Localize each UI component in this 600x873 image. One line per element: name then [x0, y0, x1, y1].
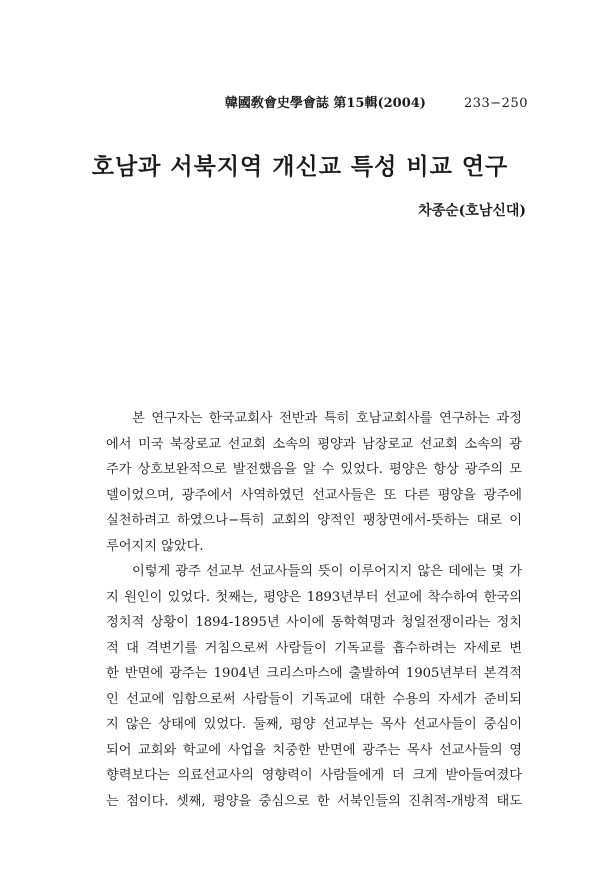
body-line: 한 반면에 광주는 1904년 크리스마스에 출발하여 1905년부터 본격적: [106, 666, 522, 681]
body-line: 이렇게 광주 선교부 선교사들의 뜻이 이루어지지 않은 데에는 몇 가: [132, 564, 522, 579]
body-line: 루어지지 않았다.: [106, 538, 204, 554]
author-byline: 차종순(호남신대): [418, 203, 526, 219]
body-line: 향력보다는 의료선교사의 영향력이 사람들에게 더 크게 받아들여졌다: [106, 768, 522, 783]
body-line: 적 대 격변기를 거침으로써 사람들이 기독교를 흡수하려는 자세로 변: [106, 640, 522, 656]
article-title: 호남과 서북지역 개신교 특성 비교 연구: [91, 153, 509, 180]
body-line: 지 원인이 있었다. 첫째는, 평양은 1893년부터 선교에 착수하여 한국의: [106, 589, 522, 605]
body-line: 인 선교에 임함으로써 사람들이 기독교에 대한 수용의 자세가 준비되: [106, 691, 522, 707]
body-line: 본 연구자는 한국교회사 전반과 특히 호남교회사를 연구하는 과정: [132, 411, 522, 426]
journal-citation: 韓國敎會史學會誌 第15輯(2004): [224, 96, 426, 111]
body-line: 되어 교회와 학교에 사업을 치중한 반면에 광주는 목사 선교사들의 영: [106, 742, 522, 758]
body-line: 주가 상호보완적으로 발전했음을 알 수 있었다. 평양은 항상 광주의 모: [106, 462, 522, 477]
body-line: 델이었으며, 광주에서 사역하였던 선교사들은 또 다른 평양을 광주에: [106, 487, 522, 503]
body-line: 실천하려고 하였으나−특히 교회의 양적인 팽창면에서-뜻하는 대로 이: [106, 513, 522, 528]
body-line: 지 않은 상태에 있었다. 둘째, 평양 선교부는 목사 선교사들이 중심이: [106, 717, 522, 732]
page-range: 233−250: [463, 96, 528, 111]
body-line: 정치적 상황이 1894-1895년 사이에 동학혁명과 청일전쟁이라는 정치: [106, 615, 522, 630]
article-body: [106, 406, 522, 814]
body-line: 에서 미국 북장로교 선교회 소속의 평양과 남장로교 선교회 소속의 광: [106, 436, 522, 452]
running-head: [225, 92, 528, 111]
body-line: 는 점이다. 셋째, 평양을 중심으로 한 서북인들의 진취적-개방적 태도: [106, 793, 522, 809]
